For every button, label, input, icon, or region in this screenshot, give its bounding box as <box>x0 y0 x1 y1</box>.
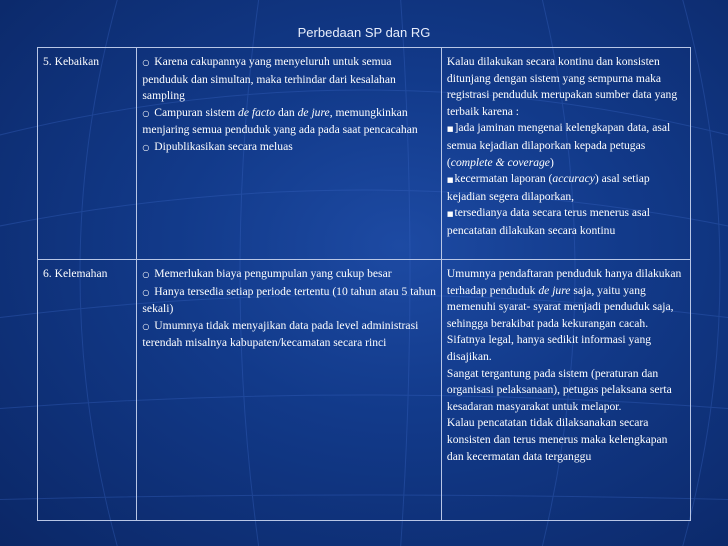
rg-cell <box>441 260 690 521</box>
sp-cell <box>137 260 442 521</box>
open-circle-bullet-icon: ○ <box>142 321 150 331</box>
table-row <box>38 260 691 521</box>
open-circle-bullet-icon: ○ <box>142 142 150 152</box>
list-item: ○ Umumnya tidak menyajikan data pada level administrasi terendah misalnya kabupaten/kecamatan secara rinci <box>142 318 419 350</box>
open-circle-bullet-icon: ○ <box>142 270 150 279</box>
rg-intro: Kalau dilakukan secara kontinu dan konsisten ditunjang dengan sistem yang sempurna maka registrasi penduduk merupakan sumber data yang terbaik karena : <box>446 55 678 118</box>
comparison-table <box>37 47 691 521</box>
list-item: ○ Karena cakupannya yang menyeluruh untuk semua penduduk dan simultan, maka terhindar dari kesalahan sampling <box>142 55 396 103</box>
table-row <box>38 48 691 260</box>
list-item: ○ Campuran sistem de facto dan de jure, memungkinkan menjaring semua penduduk yang ada pada saat pencacahan <box>142 105 418 137</box>
row-label: 6. Kelemahan <box>38 260 137 521</box>
list-item: Kalau pencatatan tidak dilaksanakan secara konsisten dan terus menerus maka kelengkapan dan kecermatan data terganggu <box>446 416 668 463</box>
list-item: ■kecermatan laporan (accuracy) asal setiap kejadian segera dilaporkan, <box>446 172 650 203</box>
square-bullet-icon: ■ <box>446 125 454 134</box>
rg-cell <box>441 48 690 260</box>
row-label: 5. Kebaikan <box>38 48 137 260</box>
list-item: ○ Memerlukan biaya pengumpulan yang cukup besar <box>142 267 392 280</box>
list-item: ○ Hanya tersedia setiap periode tertentu (10 tahun atau 5 tahun sekali) <box>142 284 436 316</box>
sp-cell <box>137 48 442 260</box>
slide-title: Perbedaan SP dan RG <box>297 25 431 40</box>
open-circle-bullet-icon: ○ <box>142 287 150 297</box>
square-bullet-icon: ■ <box>446 210 454 219</box>
list-item: Umumnya pendaftaran penduduk hanya dilakukan terhadap penduduk de jure saja, yaitu yang memenuhi syarat- syarat menjadi penduduk saja, sehingga berakibat pada kekurangan cacah. <box>446 267 682 330</box>
list-item: Sifatnya legal, hanya sedikit informasi yang disajikan. <box>446 333 652 363</box>
list-item: ○ Dipublikasikan secara meluas <box>142 139 293 153</box>
list-item: ■tersedianya data secara terus menerus asal pencatatan dilakukan secara kontinu <box>446 206 650 237</box>
open-circle-bullet-icon: ○ <box>142 108 150 118</box>
square-bullet-icon: ■ <box>446 176 454 185</box>
list-item: ■]ada jaminan mengenai kelengkapan data, asal semua kejadian dilaporkan kepada petugas (complete & coverage) <box>446 121 671 169</box>
open-circle-bullet-icon: ○ <box>142 58 150 67</box>
list-item: Sangat tergantung pada sistem (peraturan dan organisasi pelaksanaan), petugas pelaksana serta kesadaran masyarakat untuk melapor. <box>446 366 672 413</box>
